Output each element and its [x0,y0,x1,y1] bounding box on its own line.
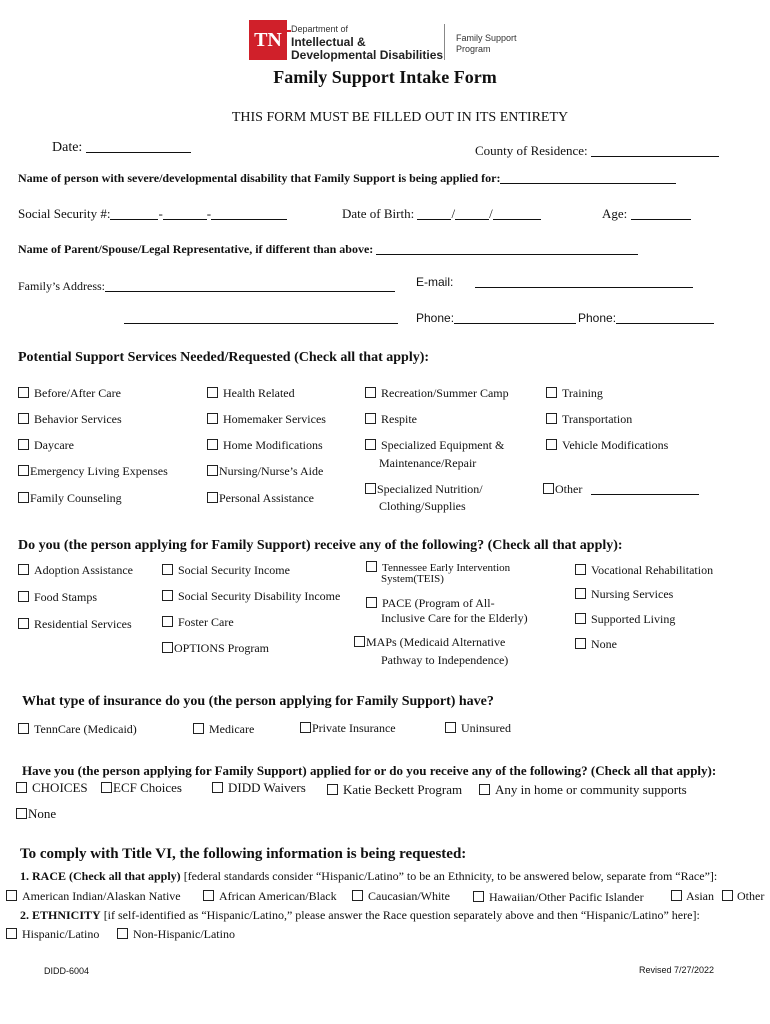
service-option[interactable]: Emergency Living Expenses [18,464,168,479]
phone-field-1[interactable]: Phone: [416,311,576,325]
benefit-option[interactable]: MAPs (Medicaid Alternative [354,635,505,650]
tn-logo-text: TN [254,29,282,51]
age-field[interactable]: Age: [602,206,691,222]
phone-field-2[interactable]: Phone: [578,311,714,325]
applicant-name-field[interactable]: Name of person with severe/developmental disability that Family Support is being applied for: [18,171,676,186]
applied-option[interactable]: Katie Beckett Program [327,782,462,798]
service-option-other[interactable]: Other [543,482,699,497]
race-option[interactable]: Hawaiian/Other Pacific Islander [473,890,644,905]
title-vi-heading: To comply with Title VI, the following information is being requested: [20,846,467,862]
insurance-option[interactable]: TennCare (Medicaid) [18,722,137,737]
insurance-option[interactable]: Private Insurance [300,721,396,736]
benefit-option[interactable]: None [575,637,617,652]
representative-field[interactable]: Name of Parent/Spouse/Legal Representative, if different than above: [18,242,638,257]
service-option[interactable]: Training [546,386,603,401]
service-option[interactable]: Daycare [18,438,74,453]
logo-divider [444,24,445,60]
benefit-option[interactable]: Supported Living [575,612,675,627]
benefit-option-cont: Inclusive Care for the Elderly) [381,611,528,625]
service-option[interactable]: Recreation/Summer Camp [365,386,509,401]
service-option[interactable]: Vehicle Modifications [546,438,668,453]
insurance-option[interactable]: Uninsured [445,721,511,736]
benefit-option[interactable]: Tennessee Early Intervention [366,561,510,574]
dept-line3: Developmental Disabilities [291,48,444,62]
race-option[interactable]: American Indian/Alaskan Native [6,889,181,904]
ethnicity-question: 2. ETHNICITY [if self-identified as “Hispanic/Latino,” please answer the Race question separately above and then “Hispanic/Latino” here]: [20,908,700,922]
service-option[interactable]: Transportation [546,412,632,427]
program-line2: Program [456,44,491,54]
race-option[interactable]: African American/Black [203,889,337,904]
form-title: Family Support Intake Form [273,67,497,87]
dept-line1: Department of [291,24,349,34]
race-option[interactable]: Asian [671,889,714,904]
ethnicity-option[interactable]: Hispanic/Latino [6,927,99,942]
benefit-option[interactable]: OPTIONS Program [162,641,269,656]
benefit-option[interactable]: Social Security Income [162,563,290,578]
address-field[interactable]: Family’s Address: [18,279,395,294]
dob-field[interactable]: Date of Birth: / / [342,206,541,222]
benefit-option[interactable]: Residential Services [18,617,132,632]
benefit-option-cont: System(TEIS) [381,573,444,585]
service-option-cont: Clothing/Supplies [379,499,466,513]
service-option[interactable]: Specialized Equipment & [365,438,504,453]
applied-option-none[interactable]: None [16,806,56,822]
service-option[interactable]: Before/After Care [18,386,121,401]
applied-option[interactable]: Any in home or community supports [479,782,687,798]
applied-option[interactable]: CHOICES [16,780,88,796]
service-option[interactable]: Homemaker Services [207,412,326,427]
date-field[interactable]: Date: [52,140,191,156]
service-option[interactable]: Personal Assistance [207,491,314,506]
race-option[interactable]: Caucasian/White [352,889,450,904]
service-option[interactable]: Respite [365,412,417,427]
benefits-heading: Do you (the person applying for Family Support) receive any of the following? (Check all that apply): [18,538,623,553]
service-option[interactable]: Behavior Services [18,412,122,427]
service-option[interactable]: Family Counseling [18,491,122,506]
insurance-option[interactable]: Medicare [193,722,254,737]
applied-option[interactable]: DIDD Waivers [212,780,306,796]
tn-logo [249,20,287,60]
ssn-field[interactable]: Social Security #: - - [18,206,287,222]
ethnicity-option[interactable]: Non-Hispanic/Latino [117,927,235,942]
service-option[interactable]: Health Related [207,386,295,401]
applied-heading: Have you (the person applying for Family Support) applied for or do you receive any of the following? (Check all that apply): [22,763,717,778]
service-option[interactable]: Specialized Nutrition/ [365,482,483,497]
services-heading: Potential Support Services Needed/Requested (Check all that apply): [18,350,430,365]
applied-option[interactable]: ECF Choices [101,780,182,796]
benefit-option[interactable]: Vocational Rehabilitation [575,563,713,578]
service-option[interactable]: Home Modifications [207,438,323,453]
benefit-option[interactable]: Foster Care [162,615,234,630]
dept-line2: Intellectual & [291,35,366,49]
race-question: 1. RACE (Check all that apply) [federal standards consider “Hispanic/Latino” to be an Ethnicity, to be answered below, separate from “Race”]: [20,869,718,883]
form-notice: THIS FORM MUST BE FILLED OUT IN ITS ENTIRETY [231,110,569,125]
county-field[interactable]: County of Residence: [475,143,719,159]
benefit-option[interactable]: Nursing Services [575,587,673,602]
benefit-option-cont: Pathway to Independence) [381,653,509,667]
address-line-2[interactable] [124,323,398,324]
form-id: DIDD-6004 [44,966,90,976]
service-option-cont: Maintenance/Repair [379,456,477,470]
benefit-option[interactable]: PACE (Program of All- [366,596,495,611]
revised-date: Revised 7/27/2022 [639,965,715,975]
benefit-option[interactable]: Social Security Disability Income [162,589,340,604]
program-line1: Family Support [456,33,517,43]
race-option[interactable]: Other [722,889,764,904]
insurance-heading: What type of insurance do you (the person applying for Family Support) have? [22,694,494,709]
logo-accent [283,30,291,32]
benefit-option[interactable]: Adoption Assistance [18,563,133,578]
benefit-option[interactable]: Food Stamps [18,590,97,605]
service-option[interactable]: Nursing/Nurse’s Aide [207,464,323,479]
email-field[interactable]: E-mail: [416,275,693,289]
